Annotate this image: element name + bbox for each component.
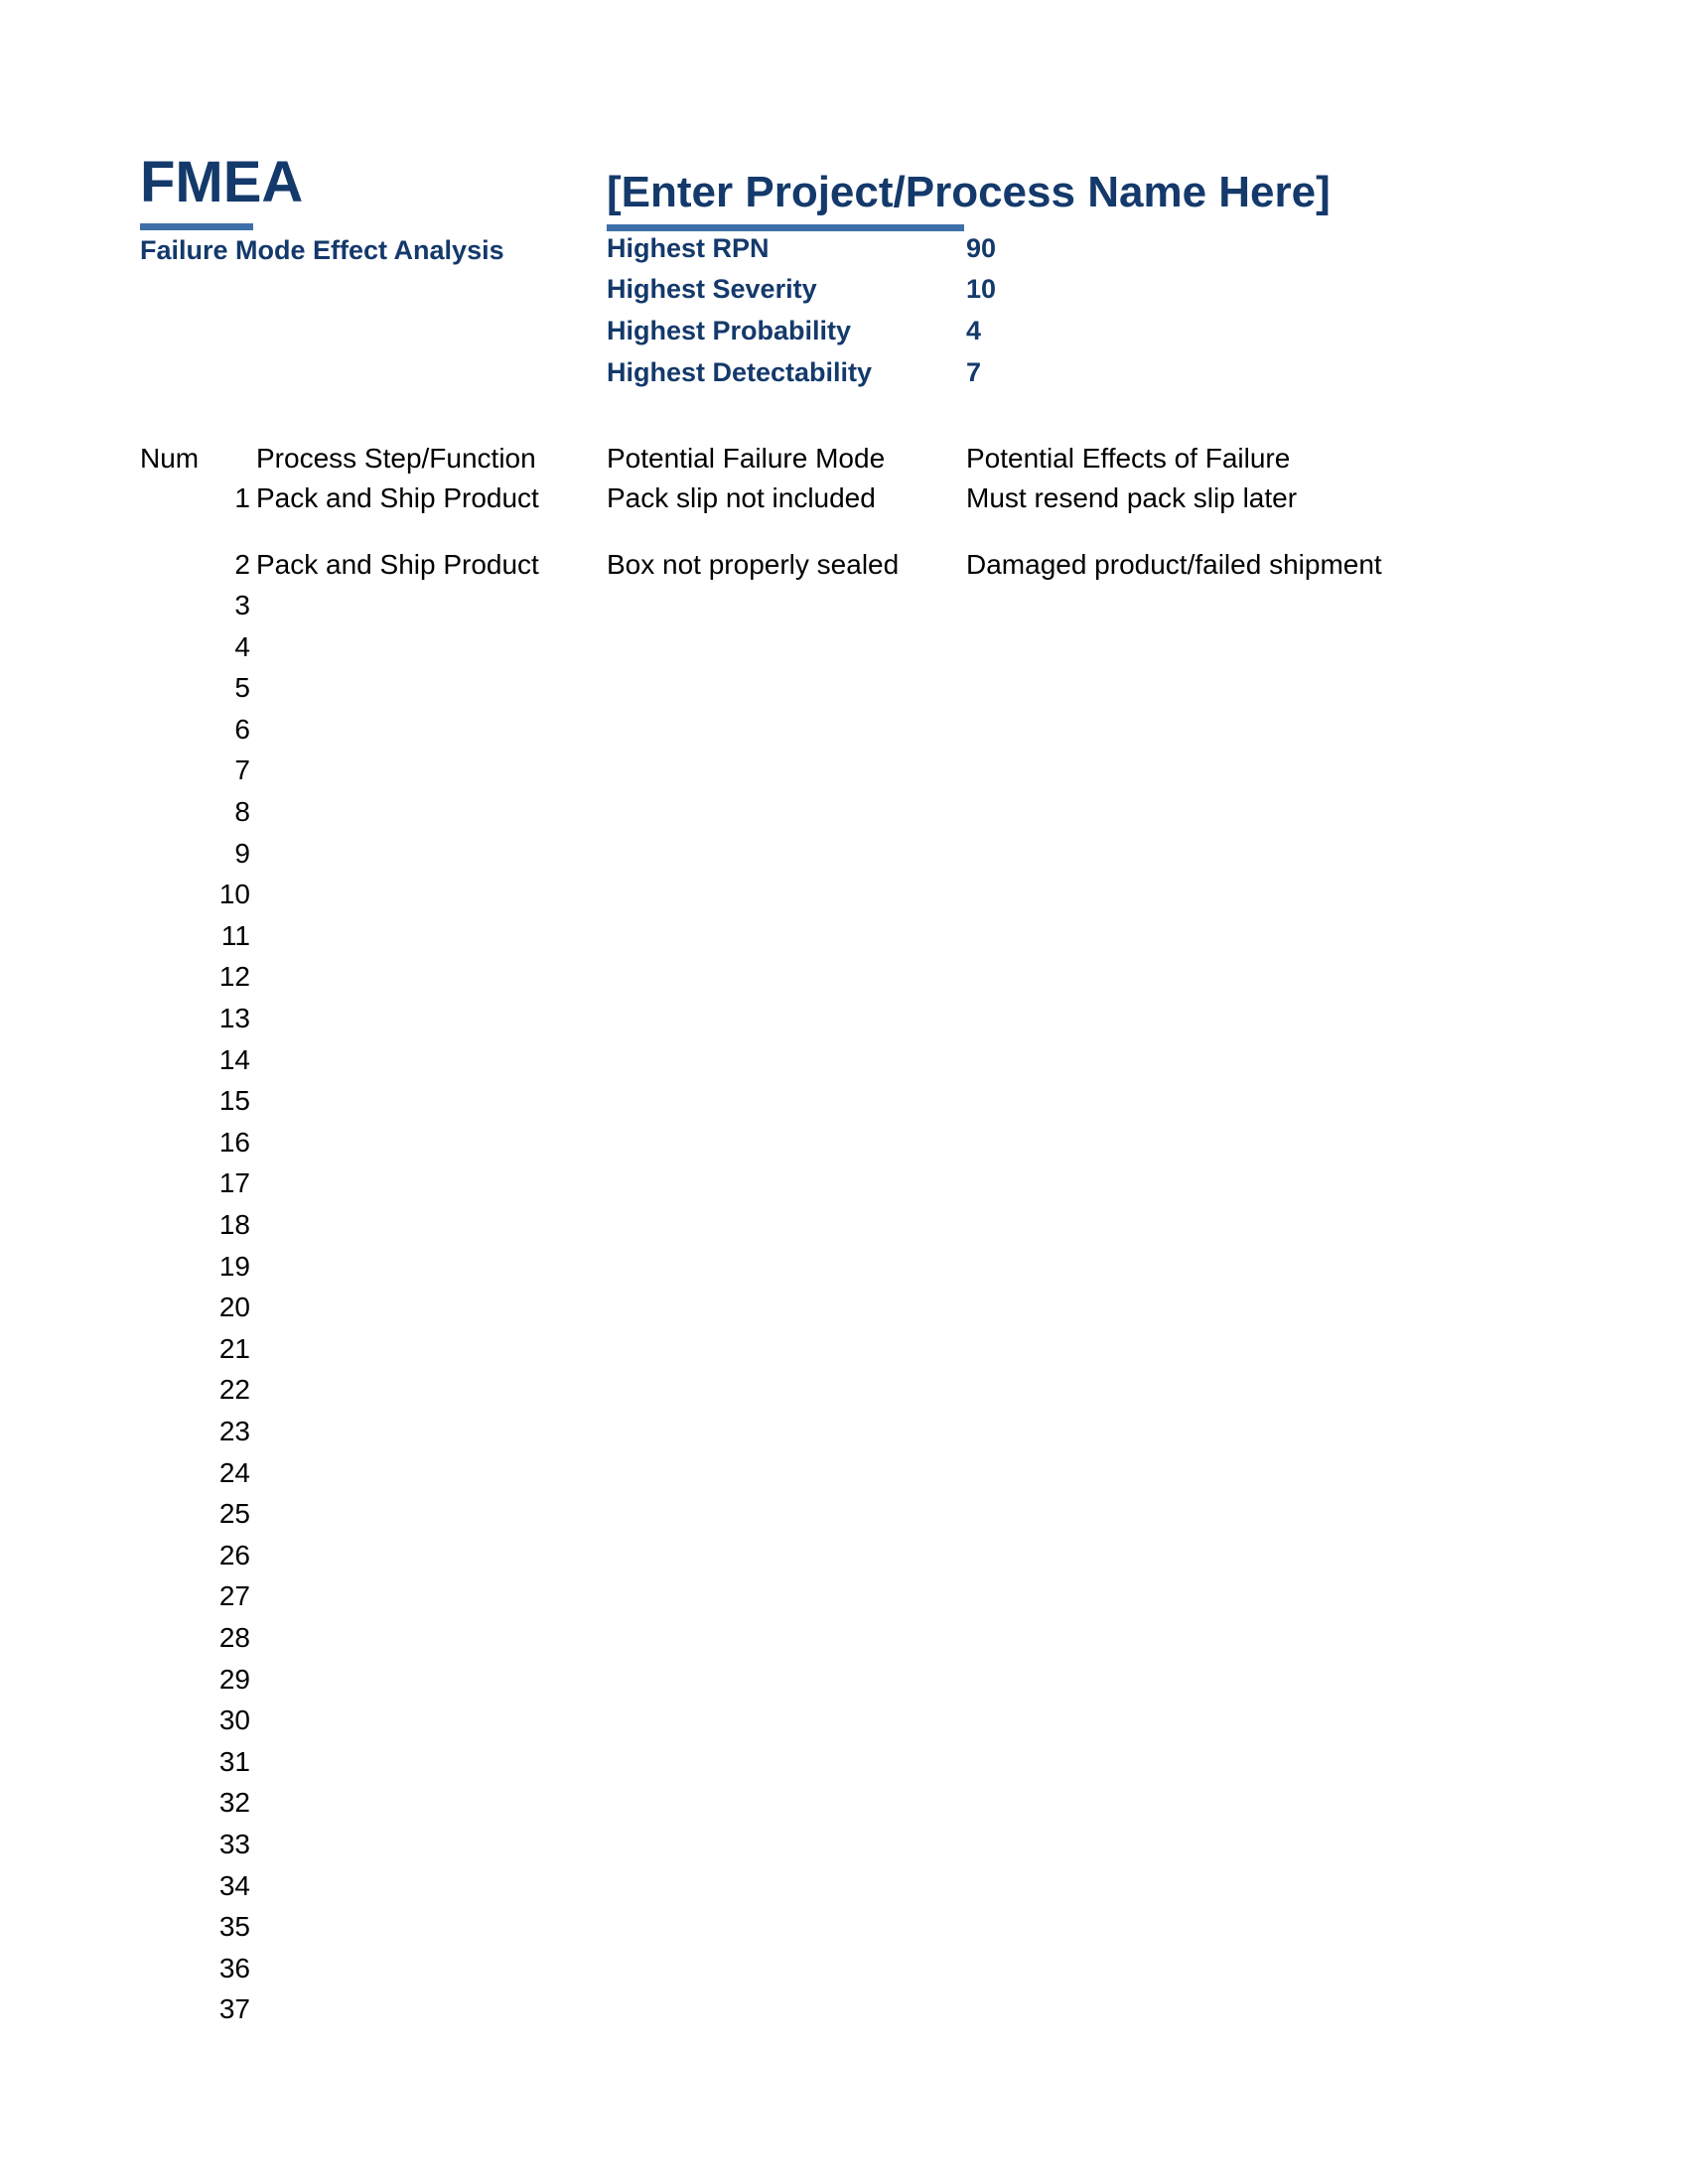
row-process-step[interactable]: Pack and Ship Product [256, 482, 539, 513]
row-num[interactable]: 18 [218, 1209, 250, 1240]
row-num[interactable]: 8 [234, 796, 250, 827]
stat-value-probability: 4 [966, 316, 982, 345]
row-num[interactable]: 31 [218, 1745, 250, 1777]
stat-label-severity: Highest Severity [607, 274, 817, 304]
stat-label-detectability: Highest Detectability [607, 357, 873, 387]
row-num[interactable]: 23 [218, 1416, 250, 1446]
row-num[interactable]: 14 [218, 1043, 250, 1075]
row-failure-mode[interactable]: Box not properly sealed [607, 549, 900, 580]
row-num[interactable]: 12 [218, 961, 250, 993]
row-num[interactable]: 25 [218, 1498, 250, 1530]
row-num[interactable]: 10 [218, 879, 250, 910]
row-failure-mode[interactable]: Pack slip not included [607, 482, 876, 513]
row-num[interactable]: 6 [234, 713, 250, 745]
fmea-subtitle: Failure Mode Effect Analysis [140, 235, 504, 265]
row-num[interactable]: 29 [218, 1663, 250, 1695]
project-name-underline [607, 224, 964, 231]
row-num[interactable]: 3 [234, 590, 250, 620]
row-num[interactable]: 13 [218, 1003, 250, 1033]
stat-label-probability: Highest Probability [607, 316, 852, 345]
row-num[interactable]: 28 [218, 1622, 250, 1653]
row-num[interactable]: 9 [234, 837, 250, 869]
row-num[interactable]: 1 [234, 482, 250, 513]
row-num[interactable]: 22 [218, 1374, 250, 1406]
row-num[interactable]: 5 [234, 672, 250, 704]
row-num[interactable]: 4 [234, 630, 250, 662]
row-num[interactable]: 26 [218, 1539, 250, 1570]
row-num[interactable]: 20 [218, 1292, 250, 1323]
row-num[interactable]: 11 [220, 919, 250, 951]
row-num[interactable]: 7 [234, 754, 250, 786]
row-num[interactable]: 37 [218, 1993, 250, 2025]
row-num[interactable]: 33 [218, 1829, 250, 1859]
title-underline [140, 223, 253, 230]
row-num[interactable]: 36 [218, 1952, 250, 1983]
row-effect[interactable]: Damaged product/failed shipment [966, 549, 1382, 580]
row-num[interactable]: 16 [218, 1126, 250, 1158]
row-num[interactable]: 15 [218, 1085, 250, 1117]
row-num[interactable]: 32 [218, 1787, 250, 1819]
stat-value-severity: 10 [966, 274, 997, 304]
stat-value-rpn: 90 [966, 233, 997, 263]
stat-label-rpn: Highest RPN [607, 233, 770, 263]
row-num[interactable]: 30 [218, 1705, 250, 1736]
column-header-effects: Potential Effects of Failure [966, 443, 1291, 474]
row-effect[interactable]: Must resend pack slip later [966, 482, 1298, 513]
row-num[interactable]: 17 [218, 1167, 250, 1199]
column-header-failure-mode: Potential Failure Mode [607, 443, 886, 474]
row-num[interactable]: 34 [218, 1869, 250, 1901]
column-header-num: Num [140, 443, 200, 474]
row-num[interactable]: 35 [218, 1911, 250, 1943]
row-num[interactable]: 19 [218, 1250, 250, 1282]
row-num[interactable]: 24 [218, 1456, 250, 1488]
stat-value-detectability: 7 [966, 357, 982, 387]
fmea-title: FMEA [140, 150, 304, 214]
column-header-process-step: Process Step/Function [256, 443, 536, 474]
project-name-field[interactable]: [Enter Project/Process Name Here] [607, 168, 1331, 216]
row-num[interactable]: 21 [218, 1332, 250, 1364]
row-num[interactable]: 27 [218, 1580, 250, 1612]
row-num[interactable]: 2 [234, 549, 250, 580]
row-process-step[interactable]: Pack and Ship Product [256, 549, 539, 580]
